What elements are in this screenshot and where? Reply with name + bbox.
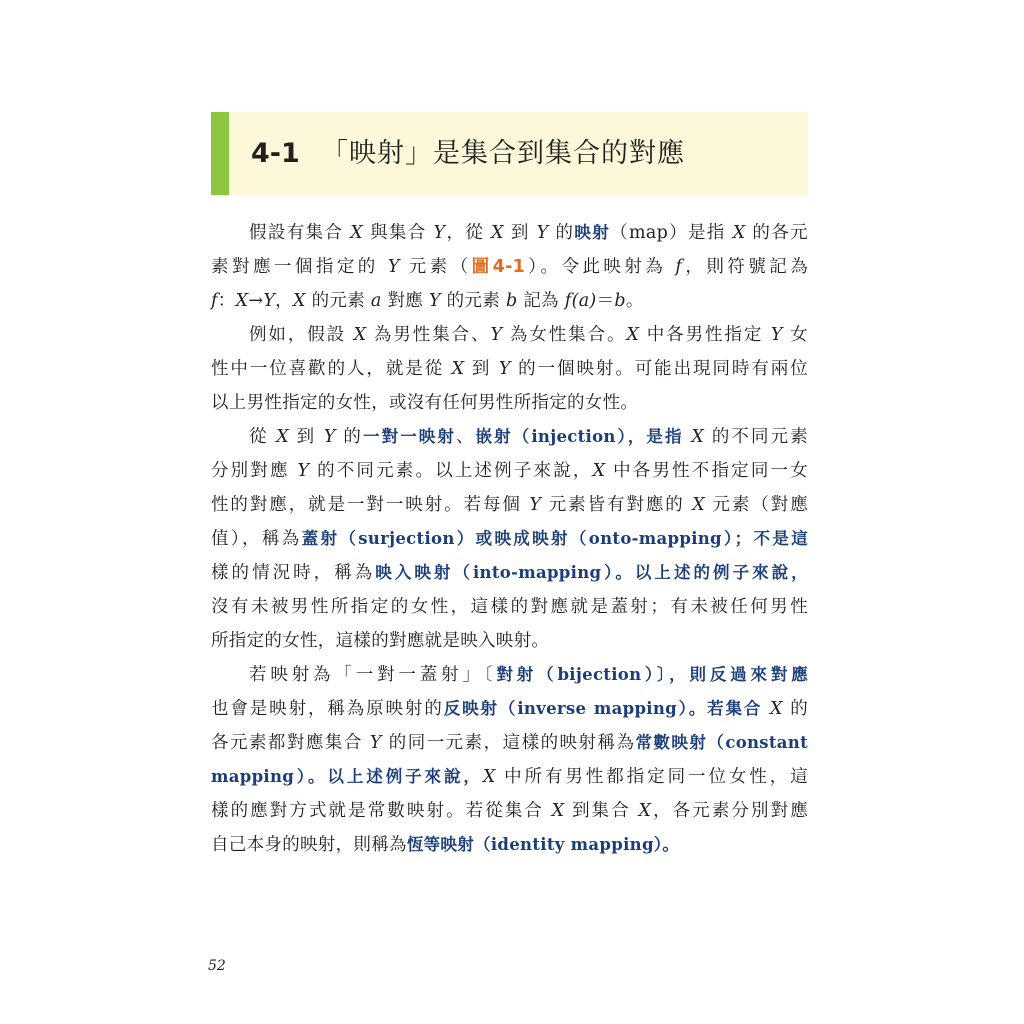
paragraph-3-line-3: 性的對應，就是一對一映射。若每個 Y 元素皆有對應的 X 元素（對應 [211,495,808,515]
term-surjection: 蓋射 [301,529,340,548]
section-header [211,112,808,195]
section-number: 4-1 [251,138,300,169]
body-text [211,216,808,862]
term-onto-mapping: 映成映射 [494,529,570,548]
paragraph-2-line-2: 性中一位喜歡的人，就是從 X 到 Y 的一個映射。可能出現同時有兩位 [211,359,808,379]
paragraph-4-line-5: 樣的應對方式就是常數映射。若從集合 X 到集合 X，各元素分別對應 [211,801,808,821]
paragraph-3-line-5: 樣的情況時，稱為映入映射（into-mapping）。以上述的例子來說， [211,563,808,583]
section-title: 「映射」是集合到集合的對應 [321,138,685,169]
paragraph-3-line-6: 沒有未被男性所指定的女性，這樣的對應就是蓋射；有未被任何男性 [211,597,808,617]
paragraph-1-line-1: 假設有集合 X 與集合 Y，從 X 到 Y 的映射（map）是指 X 的各元 [249,223,808,243]
page-number: 52 [208,958,226,974]
term-map: 映射 [574,223,611,242]
paragraph-3-line-2: 分別對應 Y 的不同元素。以上述例子來說，X 中各男性不指定同一女 [211,461,808,481]
paragraph-1-line-2: 素對應一個指定的 Y 元素（圖4-1）。令此映射為 f，則符號記為 [211,257,808,277]
paragraph-4-line-4: mapping）。以上述例子來說，X 中所有男性都指定同一位女性，這 [211,767,808,787]
paragraph-4-line-2: 也會是映射，稱為原映射的反映射（inverse mapping）。若集合 X 的 [211,699,808,719]
paragraph-4-line-6: 自己本身的映射，則稱為恆等映射（identity mapping）。 [211,835,680,855]
figure-reference: 圖4-1 [471,257,526,277]
paragraph-4-line-1: 若映射為「一對一蓋射」〔對射（bijection）〕，則反過來對應 [249,665,809,685]
paragraph-3-line-1: 從 X 到 Y 的一對一映射、嵌射（injection），是指 X 的不同元素 [249,427,808,447]
term-one-to-one: 一對一映射 [363,427,456,446]
term-identity-mapping: 恆等映射 [406,835,475,854]
paragraph-3-line-7: 所指定的女性，這樣的對應就是映入映射。 [211,631,550,651]
term-constant-mapping: 常數映射 [635,733,708,752]
paragraph-2-line-3: 以上男性指定的女性，或沒有任何男性所指定的女性。 [211,393,639,413]
term-bijection: 對射 [496,665,538,684]
paragraph-2-line-1: 例如，假設 X 為男性集合、Y 為女性集合。X 中各男性指定 Y 女 [249,325,808,345]
paragraph-4-line-3: 各元素都對應集合 Y 的同一元素，這樣的映射稱為常數映射（constant [211,733,809,753]
paragraph-1-line-3: f：X→Y，X 的元素 a 對應 Y 的元素 b 記為 f(a)＝b。 [211,291,644,311]
paragraph-3-line-4: 值），稱為蓋射（surjection）或映成映射（onto-mapping）；不是這 [211,529,809,549]
term-inverse-mapping: 反映射 [443,699,499,718]
header-accent-bar [211,112,229,195]
term-injection: 嵌射 [475,427,513,446]
term-into-mapping: 映入映射 [375,563,454,582]
